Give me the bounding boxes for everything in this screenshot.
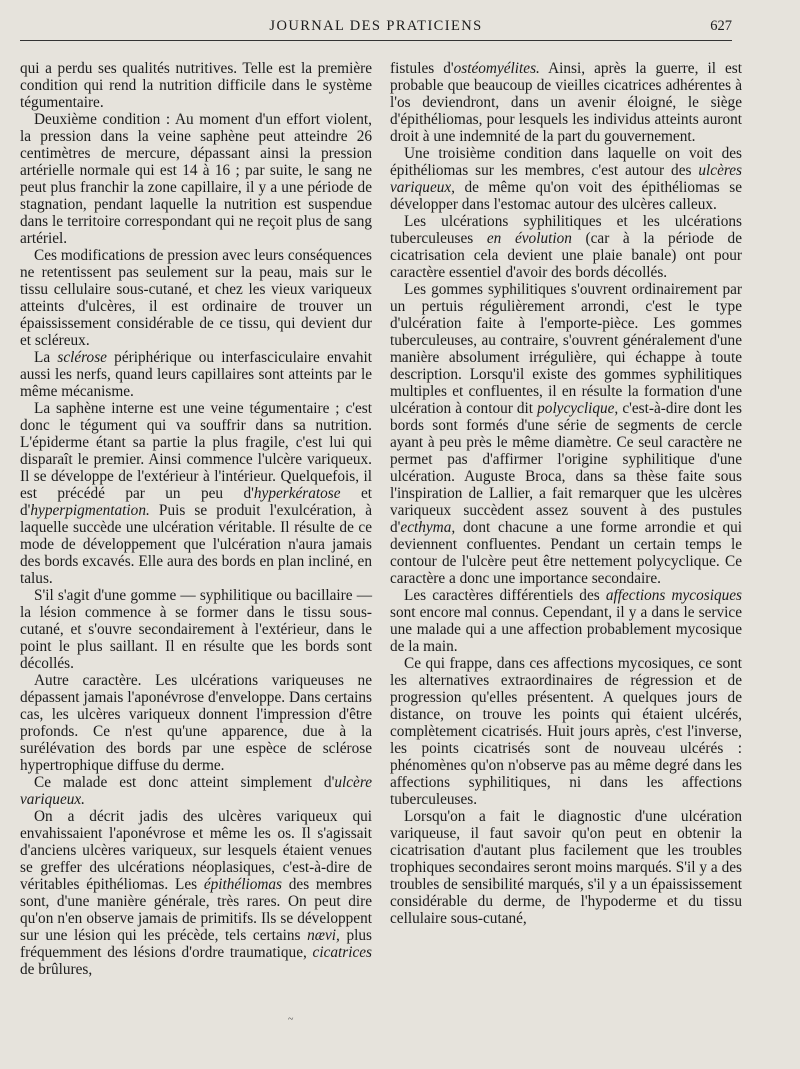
italic-term: ostéomyélites. <box>453 60 540 77</box>
paragraph <box>390 655 742 808</box>
paragraph <box>20 60 372 111</box>
text-run: On a décrit jadis des ulcères variqueux qui envahissaient l'aponévrose et même les os. Il s'agissait d'anciens ulcères variqueux, sur lesquels étaient venues se greffer des ulcérations néoplasiques, c'est-à-dire de véritables épithéliomas. Les <box>20 808 372 893</box>
text-run: Ce qui frappe, dans ces affections mycosiques, ce sont les alternatives extraordinaires de régression et de progression qu'elles présentent. A quelques jours de distance, on trouve les points qui étaient ulcérés, complètement cicatrisés. Huit jours après, c'est l'inverse, les points cicatrisés sont de nouveau ulcérés : phénomènes qu'on n'observe pas au même degré dans les affections syphilitiques, ni dans les affections tuberculeuses. <box>390 655 742 808</box>
text-run: Une troisième condition dans laquelle on voit des épithéliomas sur les membres, c'est autour des <box>390 145 742 179</box>
italic-term: affections mycosiques <box>605 587 742 604</box>
text-run: S'il s'agit d'une gomme — syphilitique ou bacillaire — la lésion commence à se former dans le tissu sous-cutané, et s'ouvre secondairement à l'extérieur, dans le point le plus saillant. Il en résulte que les bords sont décollés. <box>20 587 372 672</box>
paragraph <box>390 808 742 927</box>
text-run: qui a perdu ses qualités nutritives. Telle est la première condition qui rend la nutrition difficile dans le système tégumentaire. <box>20 60 372 111</box>
text-run: (car à la période de cicatrisation cela devient une plaie banale) ont pour caractère essentiel d'avoir des bords décollés. <box>390 230 742 281</box>
running-header <box>20 18 732 41</box>
page-number: 627 <box>710 18 732 34</box>
paragraph <box>390 587 742 655</box>
text-run: périphérique ou interfasciculaire envahit aussi les nerfs, quand leurs capillaires sont atteints par le même mécanisme. <box>20 349 372 400</box>
paragraph <box>20 774 372 808</box>
text-run: La saphène interne est une veine tégumentaire ; c'est donc le tégument qui va souffrir dans sa nutrition. L'épiderme étant sa partie la plus fragile, c'est lui qui disparaît le premier. Ainsi commence l'ulcère variqueux. Il se développe de l'extérieur à l'intérieur. Quelquefois, il est précédé par un peu d' <box>20 400 372 502</box>
text-run: de brûlures, <box>20 961 93 978</box>
text-run: Ce malade est donc atteint simplement d' <box>34 774 335 791</box>
left-column <box>20 60 372 978</box>
text-run: Les ulcérations syphilitiques et les ulcérations tuberculeuses <box>390 213 742 247</box>
text-run: et d' <box>20 485 372 519</box>
paragraph <box>390 281 742 587</box>
text-run: La <box>34 349 58 366</box>
italic-term: ulcère variqueux. <box>20 774 372 808</box>
text-run: plus fréquemment des lésions d'ordre traumatique, <box>20 927 372 961</box>
italic-term: en évolution <box>486 230 572 247</box>
italic-term: hyperpigmentation. <box>30 502 150 519</box>
italic-term: sclérose <box>57 349 107 366</box>
paragraph <box>20 247 372 349</box>
journal-title: JOURNAL DES PRATICIENS <box>269 18 483 34</box>
text-run: c'est-à-dire dont les bords sont formés d'une série de segments de cercle ayant à peu près le même diamètre. Ce seul caractère ne permet pas d'affirmer l'origine syphilitique d'une ulcération. Auguste Broca, dans sa thèse faite sous l'inspiration de Lallier, a fait remarquer que les ulcères variqueux succèdent assez souvent à des pustules d' <box>390 400 742 536</box>
text-run: Ces modifications de pression avec leurs conséquences ne retentissent pas seulement sur la peau, mais sur le tissu cellulaire sous-cutané, et chez les vieux variqueux atteints d'ulcères, il est ordinaire de trouver un épaississement considérable de ce tissu, qui devient dur et scléreux. <box>20 247 372 349</box>
paragraph <box>20 111 372 247</box>
text-run: des membres sont, d'une manière générale, très rares. On peut dire qu'on n'en observe jamais de primitifs. Ils se développent sur une lésion qui les précède, tels certains <box>20 876 372 944</box>
paragraph <box>20 672 372 774</box>
text-run: Puis se produit l'exulcération, à laquelle succède une ulcération véritable. Il résulte de ce mode de développement que l'ulcération n'aura jamais des bords excavés. Elle aura des bords en plan incliné, en talus. <box>20 502 372 587</box>
text-run: Deuxième condition : Au moment d'un effort violent, la pression dans la veine saphène peut atteindre 26 centimètres de mercure, dépassant ainsi la pression artérielle normale qui est 14 à 16 ; par suite, le sang ne peut plus franchir la zone capillaire, il y a une période de stagnation, pendant laquelle la nutrition est suspendue dans le territoire correspondant qui ne reçoit plus de sang artériel. <box>20 111 372 247</box>
italic-term: polycyclique, <box>537 400 619 417</box>
paragraph <box>390 60 742 145</box>
italic-term: nævi, <box>307 927 340 944</box>
paragraph <box>20 349 372 400</box>
text-run: Les caractères différentiels des <box>404 587 606 604</box>
italic-term: ulcères variqueux, <box>390 162 742 196</box>
italic-term: épithéliomas <box>203 876 283 893</box>
text-run: sont encore mal connus. Cependant, il y a dans le service une malade qui a une affection probablement mycosique de la main. <box>390 604 742 655</box>
italic-term: hyperkératose <box>253 485 341 502</box>
text-run: dont chacune a une forme arrondie et qui deviennent confluentes. Pendant un certain temps le contour de l'ulcère peut être nettement polycyclique. Ce caractère a donc une importance secondaire. <box>390 519 742 587</box>
footer-mark: ~ <box>288 1014 294 1025</box>
paragraph <box>20 587 372 672</box>
paragraph <box>390 145 742 213</box>
text-run: Lorsqu'on a fait le diagnostic d'une ulcération variqueuse, il faut savoir qu'on peut en obtenir la cicatrisation d'autant plus facilement que les troubles trophiques secondaires seront moins marqués. S'il y a des troubles de sensibilité marqués, s'il y a un épaississement considérable du derme, de l'hypoderme et du tissu cellulaire sous-cutané, <box>390 808 742 927</box>
paragraph <box>20 808 372 978</box>
text-run: de même qu'on voit des épithéliomas se développer dans l'estomac autour des ulcères calleux. <box>390 179 742 213</box>
italic-term: cicatrices <box>312 944 372 961</box>
text-run: fistules d' <box>390 60 454 77</box>
text-run: Ainsi, après la guerre, il est probable que beaucoup de vieilles cicatrices adhérentes à l'os deviendront, dans un avenir éloigné, le siège d'épithéliomas, pour lesquels les individus atteints auront droit à une indemnité de la part du gouvernement. <box>390 60 742 145</box>
italic-term: ecthyma, <box>400 519 456 536</box>
text-run: Autre caractère. Les ulcérations variqueuses ne dépassent jamais l'aponévrose d'enveloppe. Dans certains cas, les ulcères variqueux donnent l'impression d'être profonds. Ce n'est qu'une apparence, due à la surélévation des bords par une espèce de sclérose hypertrophique diffuse du derme. <box>20 672 372 774</box>
paragraph <box>20 400 372 587</box>
text-run: Les gommes syphilitiques s'ouvrent ordinairement par un pertuis régulièrement arrondi, c'est le type d'ulcération faite à l'emporte-pièce. Les gommes tuberculeuses, au contraire, s'ouvrent généralement d'une manière absolument irrégulière, qui échappe à toute description. Lorsqu'il existe des gommes syphilitiques multiples et confluentes, il en résulte la formation d'une ulcération à contour dit <box>390 281 742 417</box>
paragraph <box>390 213 742 281</box>
right-column <box>390 60 742 927</box>
